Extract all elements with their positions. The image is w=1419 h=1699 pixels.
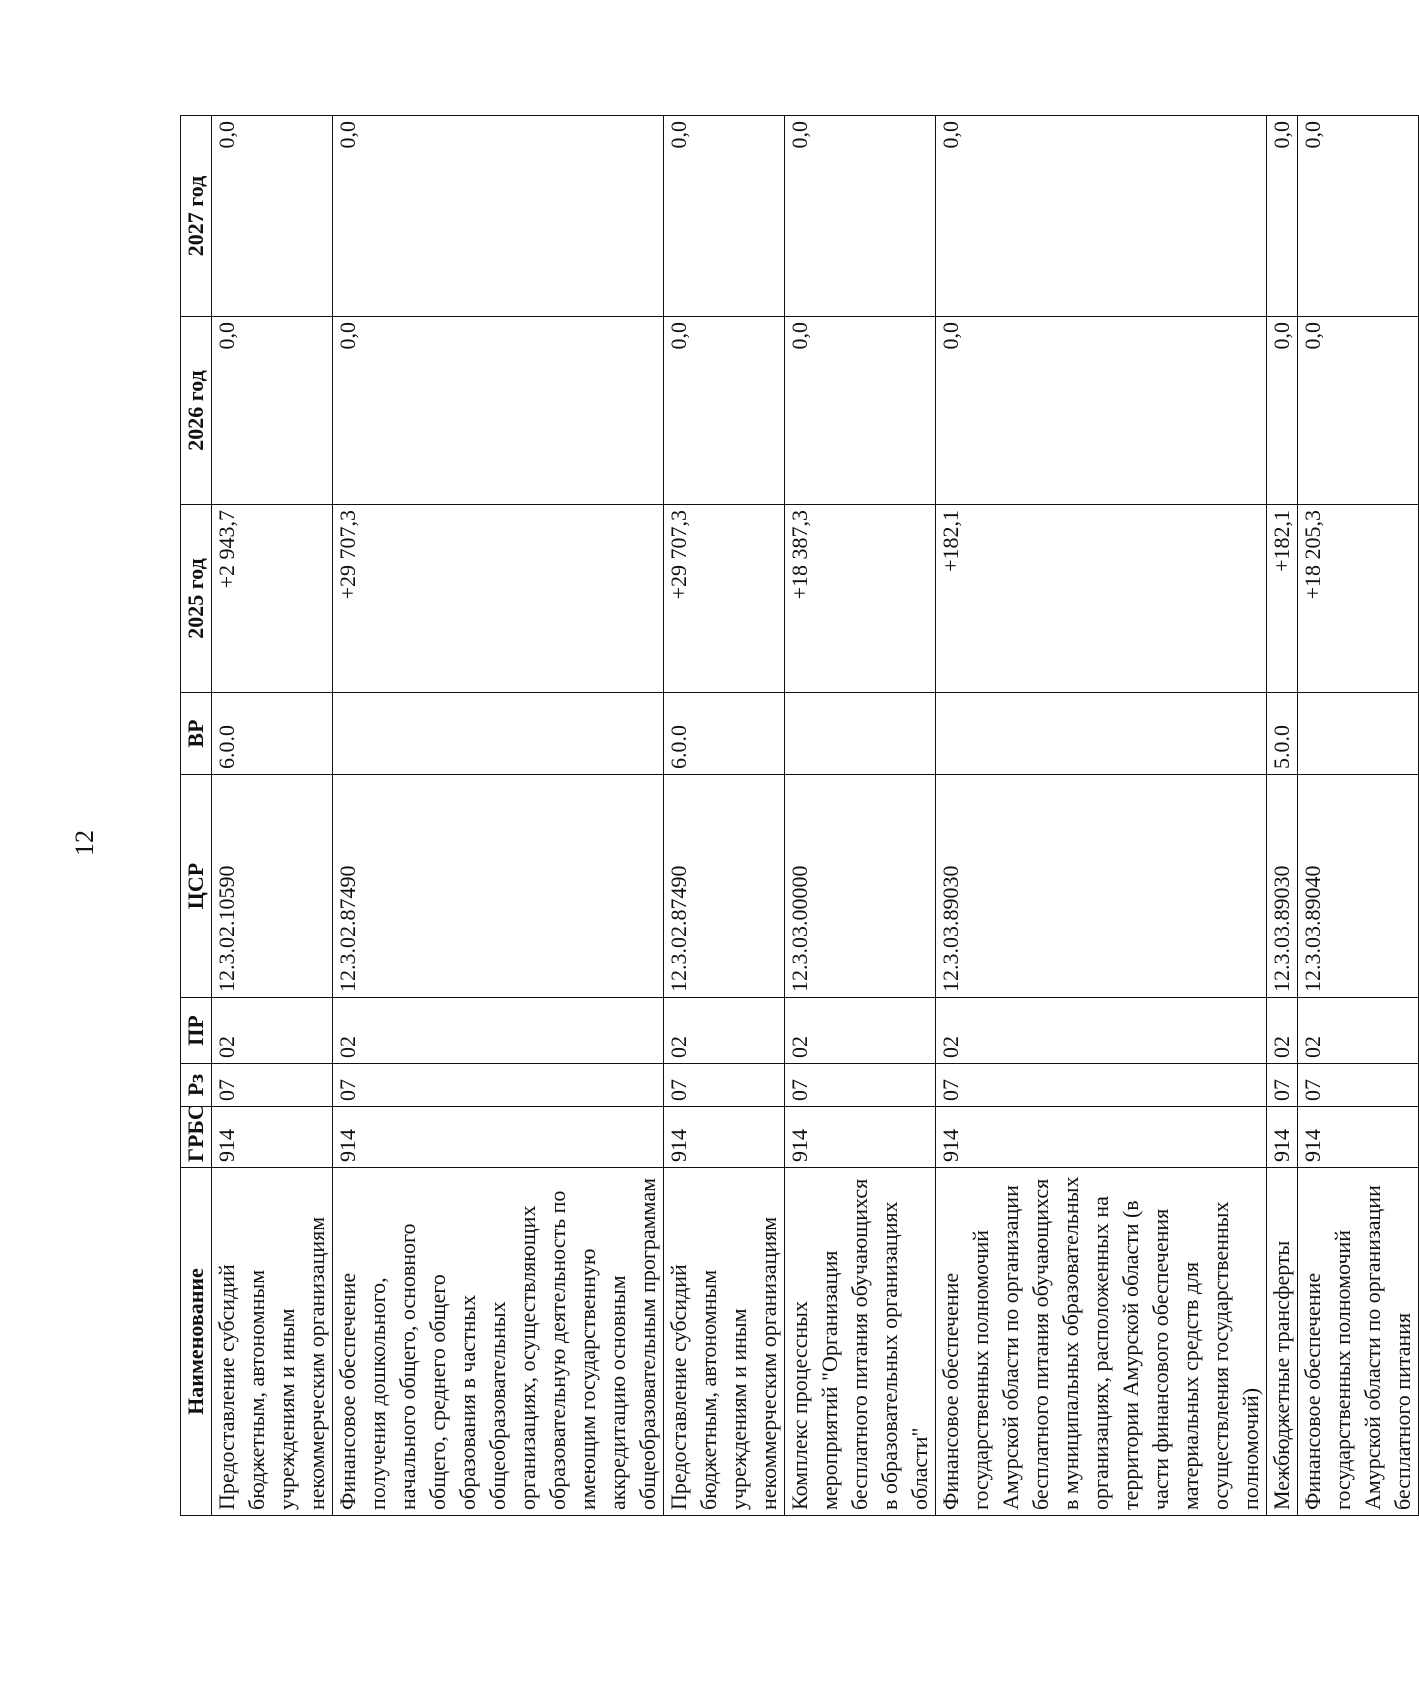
cell-name: Предоставление субсидий бюджетным, автономным учреждениям и иным некоммерческим организациям	[664, 1168, 785, 1516]
table-row	[212, 116, 333, 1516]
cell-2026: 0,0	[664, 317, 785, 505]
table-header-row	[181, 116, 212, 1516]
cell-grbs: 914	[1267, 1107, 1298, 1168]
cell-2026: 0,0	[1298, 317, 1419, 505]
header-vr: ВР	[181, 693, 212, 775]
cell-pr: 02	[212, 998, 333, 1064]
cell-pr: 02	[333, 998, 664, 1064]
cell-2027: 0,0	[212, 116, 333, 317]
cell-vr	[1298, 693, 1419, 775]
cell-vr: 6.0.0	[664, 693, 785, 775]
cell-csr: 12.3.03.89030	[936, 775, 1267, 998]
rotated-table-container	[180, 116, 1415, 1516]
header-rz: Рз	[181, 1064, 212, 1107]
cell-2027: 0,0	[333, 116, 664, 317]
cell-2025: +29 707,3	[333, 505, 664, 693]
table-row	[664, 116, 785, 1516]
cell-csr: 12.3.02.87490	[664, 775, 785, 998]
table-row	[785, 116, 936, 1516]
cell-name: Финансовое обеспечение государственных полномочий Амурской области по организации бесплатного питания обучающихся в муниципальных образовательных организациях, расположенных на территории Амурской области (в части финансового обеспечения материальных средств для осуществления государственных полномочий)	[936, 1168, 1267, 1516]
header-2027: 2027 год	[181, 116, 212, 317]
cell-rz: 07	[333, 1064, 664, 1107]
cell-rz: 07	[785, 1064, 936, 1107]
page-number: 12	[70, 830, 99, 856]
cell-2025: +182,1	[936, 505, 1267, 693]
cell-2026: 0,0	[785, 317, 936, 505]
cell-grbs: 914	[212, 1107, 333, 1168]
cell-vr	[936, 693, 1267, 775]
cell-name: Предоставление субсидий бюджетным, автономным учреждениям и иным некоммерческим организациям	[212, 1168, 333, 1516]
cell-rz: 07	[936, 1064, 1267, 1107]
cell-name: Финансовое обеспечение государственных полномочий Амурской области по организации бесплатного питания	[1298, 1168, 1419, 1516]
table-row	[333, 116, 664, 1516]
cell-rz: 07	[212, 1064, 333, 1107]
cell-pr: 02	[1298, 998, 1419, 1064]
cell-name: Межбюджетные трансферты	[1267, 1168, 1298, 1516]
cell-2025: +18 387,3	[785, 505, 936, 693]
cell-vr: 6.0.0	[212, 693, 333, 775]
cell-grbs: 914	[664, 1107, 785, 1168]
cell-2026: 0,0	[1267, 317, 1298, 505]
cell-rz: 07	[1267, 1064, 1298, 1107]
header-pr: ПР	[181, 998, 212, 1064]
header-grbs: ГРБС	[181, 1107, 212, 1168]
cell-csr: 12.3.03.89040	[1298, 775, 1419, 998]
cell-2027: 0,0	[785, 116, 936, 317]
cell-2026: 0,0	[936, 317, 1267, 505]
cell-grbs: 914	[1298, 1107, 1419, 1168]
table-row	[1298, 116, 1419, 1516]
cell-name: Финансовое обеспечение получения дошкольного, начального общего, основного общего, среднего общего образования в частных общеобразовательных организациях, осуществляющих образовательную деятельность по имеющим государственную аккредитацию основным общеобразовательным программам	[333, 1168, 664, 1516]
cell-2026: 0,0	[333, 317, 664, 505]
cell-2025: +18 205,3	[1298, 505, 1419, 693]
header-csr: ЦСР	[181, 775, 212, 998]
cell-pr: 02	[1267, 998, 1298, 1064]
cell-2027: 0,0	[1298, 116, 1419, 317]
cell-csr: 12.3.02.87490	[333, 775, 664, 998]
header-2026: 2026 год	[181, 317, 212, 505]
header-name: Наименование	[181, 1168, 212, 1516]
table-row	[936, 116, 1267, 1516]
header-2025: 2025 год	[181, 505, 212, 693]
cell-grbs: 914	[333, 1107, 664, 1168]
cell-pr: 02	[785, 998, 936, 1064]
cell-name: Комплекс процессных мероприятий "Организация бесплатного питания обучающихся в образовательных организациях области"	[785, 1168, 936, 1516]
cell-vr	[785, 693, 936, 775]
cell-2025: +182,1	[1267, 505, 1298, 693]
cell-csr: 12.3.03.00000	[785, 775, 936, 998]
cell-2027: 0,0	[936, 116, 1267, 317]
cell-2025: +29 707,3	[664, 505, 785, 693]
cell-2026: 0,0	[212, 317, 333, 505]
table-row	[1267, 116, 1298, 1516]
cell-pr: 02	[664, 998, 785, 1064]
cell-vr: 5.0.0	[1267, 693, 1298, 775]
cell-grbs: 914	[785, 1107, 936, 1168]
cell-csr: 12.3.02.10590	[212, 775, 333, 998]
budget-table	[180, 115, 1419, 1516]
cell-rz: 07	[1298, 1064, 1419, 1107]
cell-vr	[333, 693, 664, 775]
cell-pr: 02	[936, 998, 1267, 1064]
cell-rz: 07	[664, 1064, 785, 1107]
cell-2027: 0,0	[664, 116, 785, 317]
cell-grbs: 914	[936, 1107, 1267, 1168]
cell-2027: 0,0	[1267, 116, 1298, 317]
cell-2025: +2 943,7	[212, 505, 333, 693]
cell-csr: 12.3.03.89030	[1267, 775, 1298, 998]
